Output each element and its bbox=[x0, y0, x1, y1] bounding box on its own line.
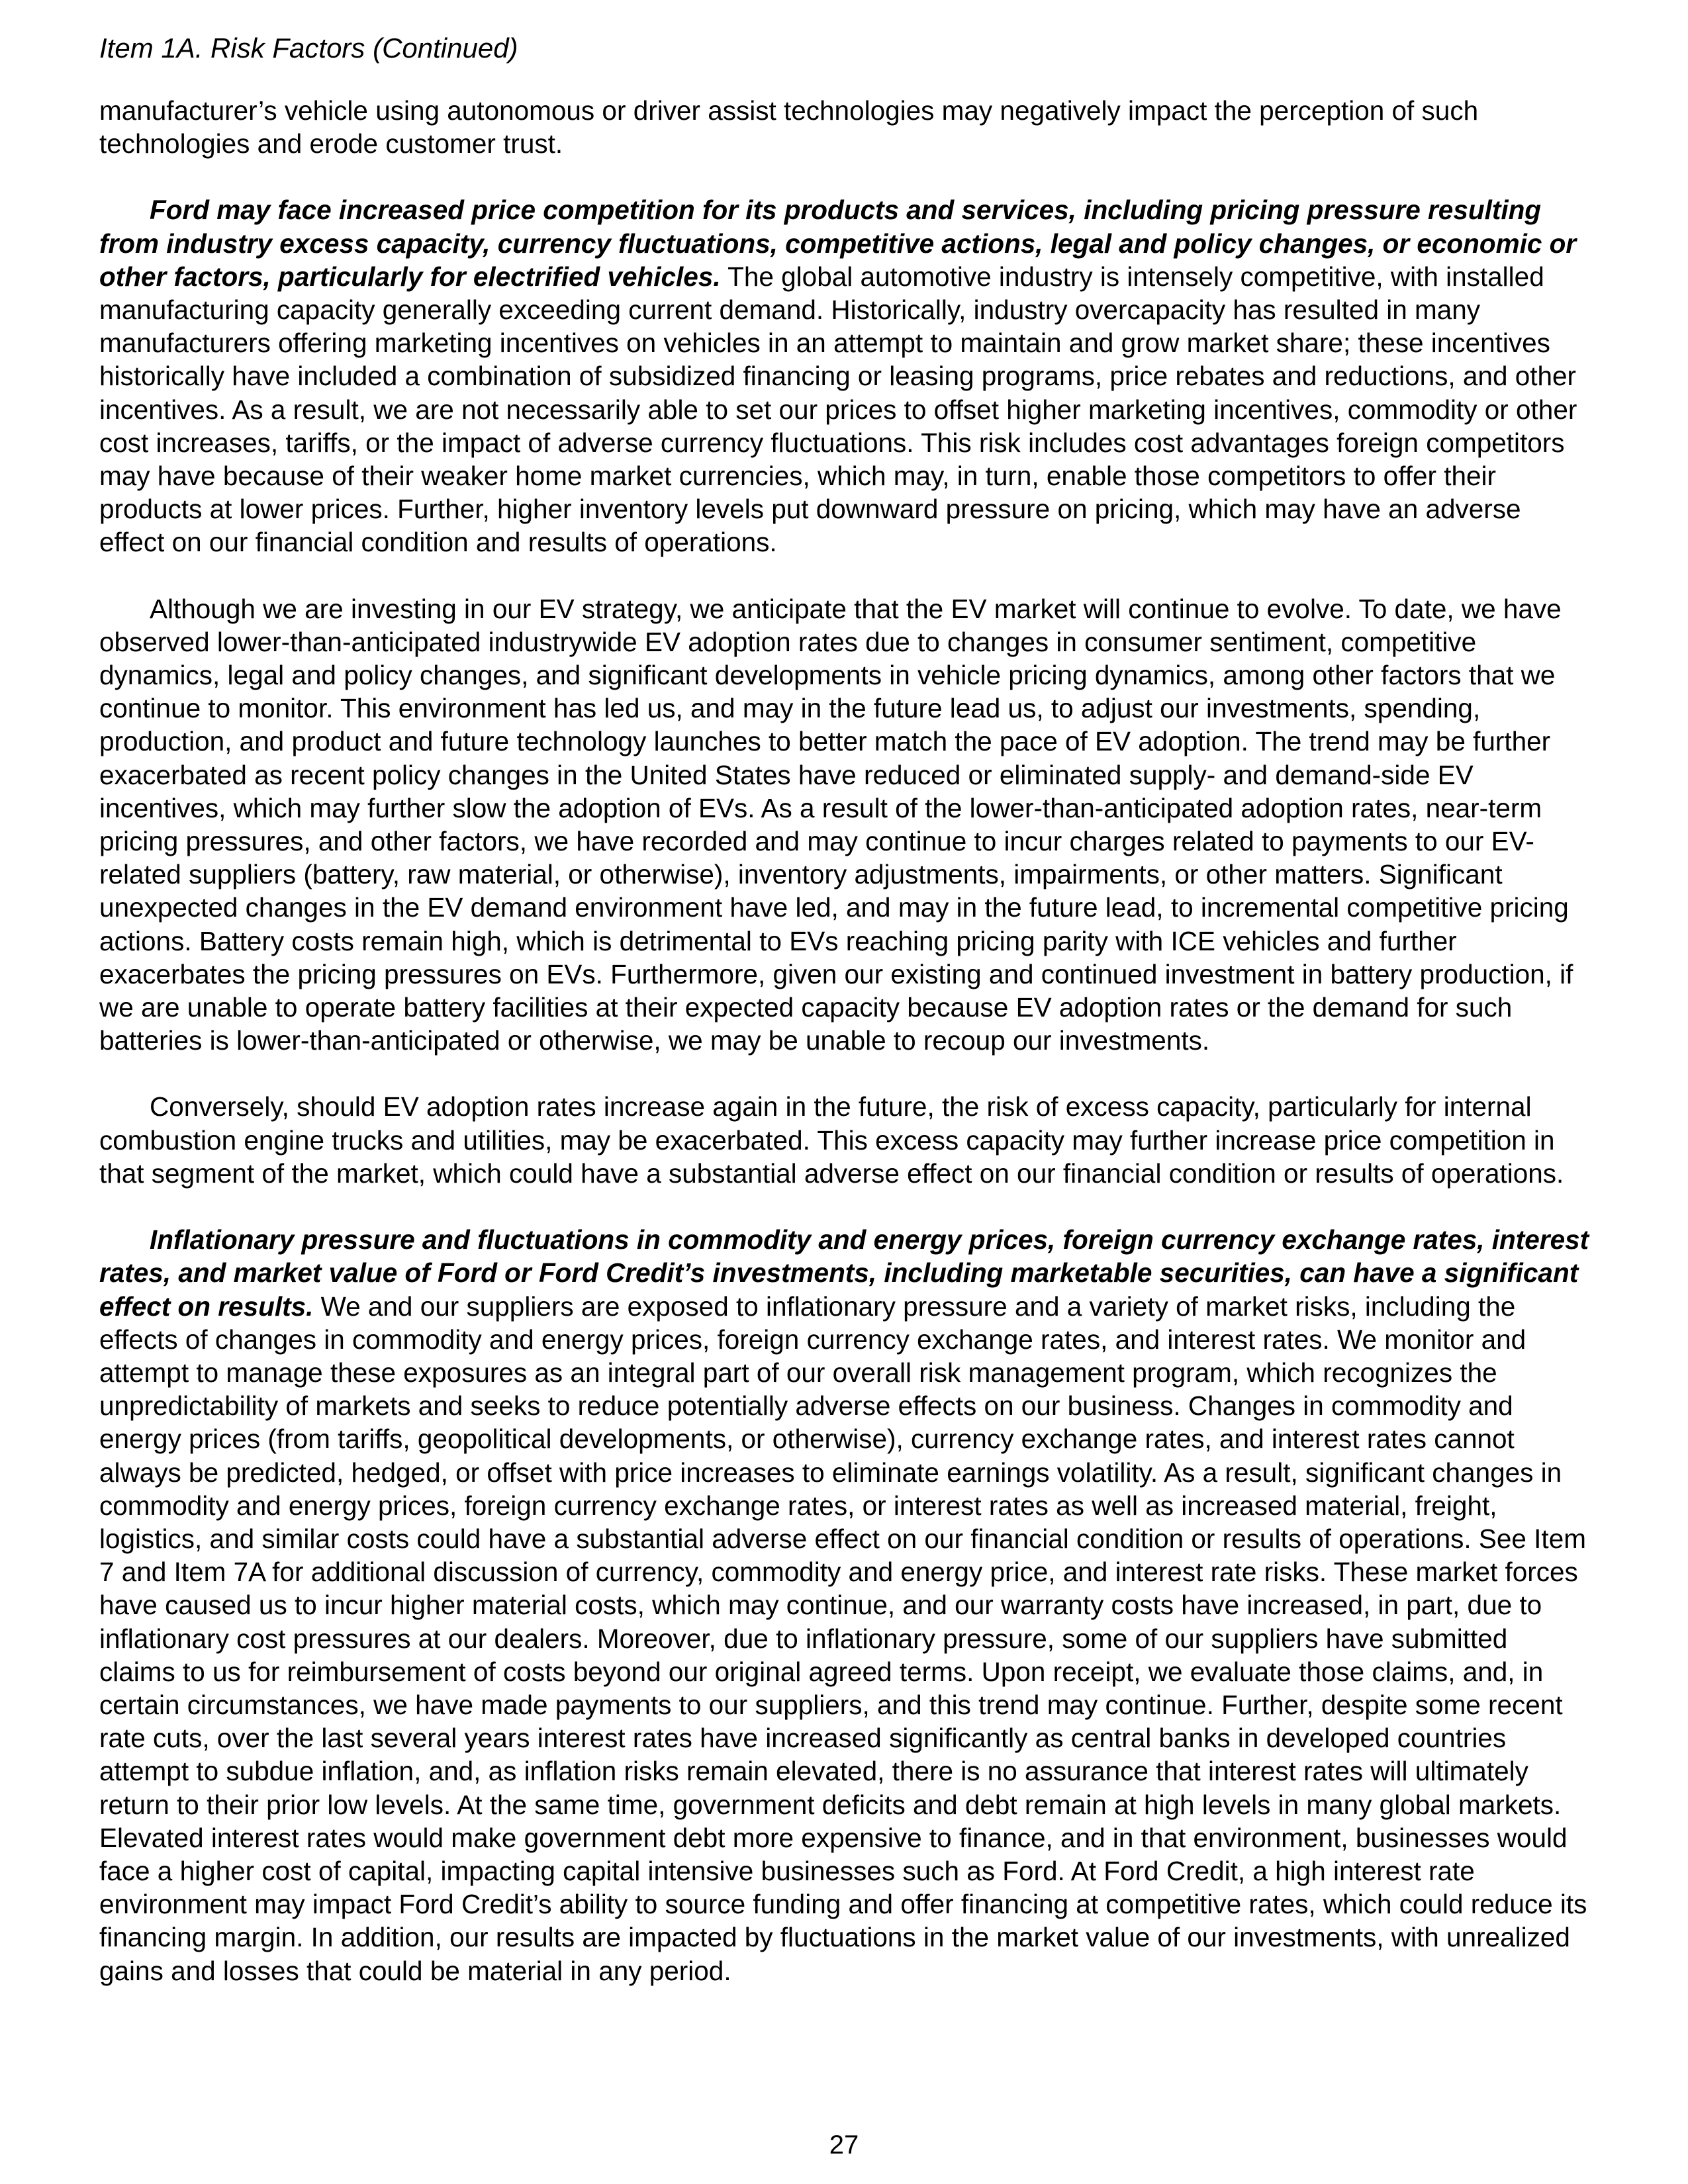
document-page bbox=[99, 32, 1590, 2021]
paragraph-text: We and our suppliers are exposed to inflationary pressure and a variety of market risks, including the effects of changes in commodity and energy prices, foreign currency exchange rates, and interest rates. We monitor and attempt to manage these exposures as an integral part of our overall risk management program, which recognizes the unpredictability of markets and seeks to reduce potentially adverse effects on our business. Changes in commodity and energy prices (from tariffs, geopolitical developments, or otherwise), currency exchange rates, and interest rates cannot always be predicted, hedged, or offset with price increases to eliminate earnings volatility. As a result, significant changes in commodity and energy prices, foreign currency exchange rates, or interest rates as well as increased material, freight, logistics, and similar costs could have a substantial adverse effect on our financial condition or results of operations. See Item 7 and Item 7A for additional discussion of currency, commodity and energy price, and interest rate risks. These market forces have caused us to incur higher material costs, which may continue, and our warranty costs have increased, in part, due to inflationary cost pressures at our dealers. Moreover, due to inflationary pressure, some of our suppliers have submitted claims to us for reimbursement of costs beyond our original agreed terms. Upon receipt, we evaluate those claims, and, in certain circumstances, we have made payments to our suppliers, and this trend may continue. Further, despite some recent rate cuts, over the last several years interest rates have increased significantly as central banks in developed countries attempt to subdue inflation, and, as inflation risks remain elevated, there is no assurance that interest rates will ultimately return to their prior low levels. At the same time, government deficits and debt remain at high levels in many global markets. Elevated interest rates would make government debt more expensive to finance, and in that environment, businesses would face a higher cost of capital, impacting capital intensive businesses such as Ford. At Ford Credit, a high interest rate environment may impact Ford Credit’s ability to source funding and offer financing at competitive rates, which could reduce its financing margin. In addition, our results are impacted by fluctuations in the market value of our investments, with unrealized gains and losses that could be material in any period. bbox=[99, 1291, 1587, 1986]
paragraph-lead-heading: Ford may face increased price competition for its products and services, including pricing pressure resulting from industry excess capacity, currency fluctuations, competitive actions, legal and policy changes, or economic or other factors, particularly for electrified vehicles. bbox=[99, 195, 1577, 292]
paragraph-text: The global automotive industry is intensely competitive, with installed manufacturing capacity generally exceeding current demand. Historically, industry overcapacity has resulted in many manufacturers offering marketing incentives on vehicles in an attempt to maintain and grow market share; these incentives historically have included a combination of subsidized financing or leasing programs, price rebates and reductions, and other incentives. As a result, we are not necessarily able to set our prices to offset higher marketing incentives, commodity or other cost increases, tariffs, or the impact of adverse currency fluctuations. This risk includes cost advantages foreign competitors may have because of their weaker home market currencies, which may, in turn, enable those competitors to offer their products at lower prices. Further, higher inventory levels put downward pressure on pricing, which may have an adverse effect on our financial condition and results of operations. bbox=[99, 261, 1577, 558]
page-number: 27 bbox=[829, 2130, 859, 2160]
paragraph-inflationary-pressure bbox=[99, 1223, 1590, 1987]
paragraph-text: manufacturer’s vehicle using autonomous or driver assist technologies may negatively impact the perception of such technologies and erode customer trust. bbox=[99, 95, 1479, 159]
paragraph-lead-heading: Inflationary pressure and fluctuations in commodity and energy prices, foreign currency exchange rates, interest rates, and market value of Ford or Ford Credit’s investments, including marketable securities, can have a significant effect on results. bbox=[99, 1224, 1589, 1322]
paragraph-text: Conversely, should EV adoption rates increase again in the future, the risk of excess capacity, particularly for internal combustion engine trucks and utilities, may be exacerbated. This excess capacity may further increase price competition in that segment of the market, which could have a substantial adverse effect on our financial condition or results of operations. bbox=[99, 1091, 1564, 1189]
running-head: Item 1A. Risk Factors (Continued) bbox=[99, 32, 518, 64]
paragraph-excess-capacity bbox=[99, 1090, 1590, 1190]
paragraph-price-competition bbox=[99, 193, 1590, 559]
paragraph-ev-strategy bbox=[99, 592, 1590, 1058]
paragraph-continuation bbox=[99, 94, 1590, 160]
paragraph-text: Although we are investing in our EV strategy, we anticipate that the EV market will continue to evolve. To date, we have observed lower-than-anticipated industrywide EV adoption rates due to changes in consumer sentiment, competitive dynamics, legal and policy changes, and significant developments in vehicle pricing dynamics, among other factors that we continue to monitor. This environment has led us, and may in the future lead us, to adjust our investments, spending, production, and product and future technology launches to better match the pace of EV adoption. The trend may be further exacerbated as recent policy changes in the United States have reduced or eliminated supply- and demand-side EV incentives, which may further slow the adoption of EVs. As a result of the lower-than-anticipated adoption rates, near-term pricing pressures, and other factors, we have recorded and may continue to incur charges related to payments to our EV-related suppliers (battery, raw material, or otherwise), inventory adjustments, impairments, or other matters. Significant unexpected changes in the EV demand environment have led, and may in the future lead, to incremental competitive pricing actions. Battery costs remain high, which is detrimental to EVs reaching pricing parity with ICE vehicles and further exacerbates the pricing pressures on EVs. Furthermore, given our existing and continued investment in battery production, if we are unable to operate battery facilities at their expected capacity because EV adoption rates or the demand for such batteries is lower-than-anticipated or otherwise, we may be unable to recoup our investments. bbox=[99, 593, 1573, 1056]
